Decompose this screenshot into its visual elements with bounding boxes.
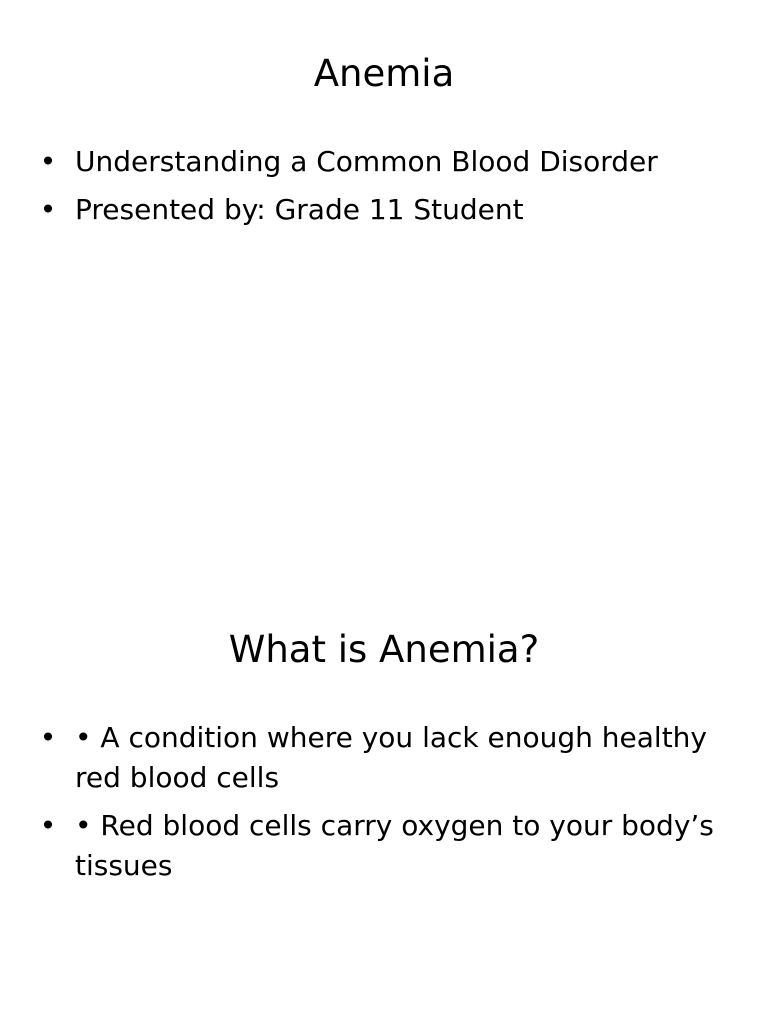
bullet-item <box>38 190 718 230</box>
bullet-item <box>38 718 718 798</box>
bullet-list <box>38 142 718 238</box>
bullet-item <box>38 142 718 182</box>
bullet-dot-icon: • <box>39 193 57 226</box>
bullet-item <box>38 806 718 886</box>
bullet-text: • Red blood cells carry oxygen to your body’s tissues <box>75 809 714 882</box>
bullet-text: • A condition where you lack enough healthy red blood cells <box>75 721 707 794</box>
bullet-dot-icon: • <box>39 145 57 178</box>
slide-what-is-anemia <box>0 576 768 1024</box>
bullet-text: Understanding a Common Blood Disorder <box>75 145 658 178</box>
bullet-text: Presented by: Grade 11 Student <box>75 193 524 226</box>
bullet-list <box>38 718 718 894</box>
slide-title: What is Anemia? <box>228 628 540 671</box>
bullet-dot-icon: • <box>39 809 57 842</box>
slide-title: Anemia <box>313 52 455 95</box>
bullet-dot-icon: • <box>39 721 57 754</box>
